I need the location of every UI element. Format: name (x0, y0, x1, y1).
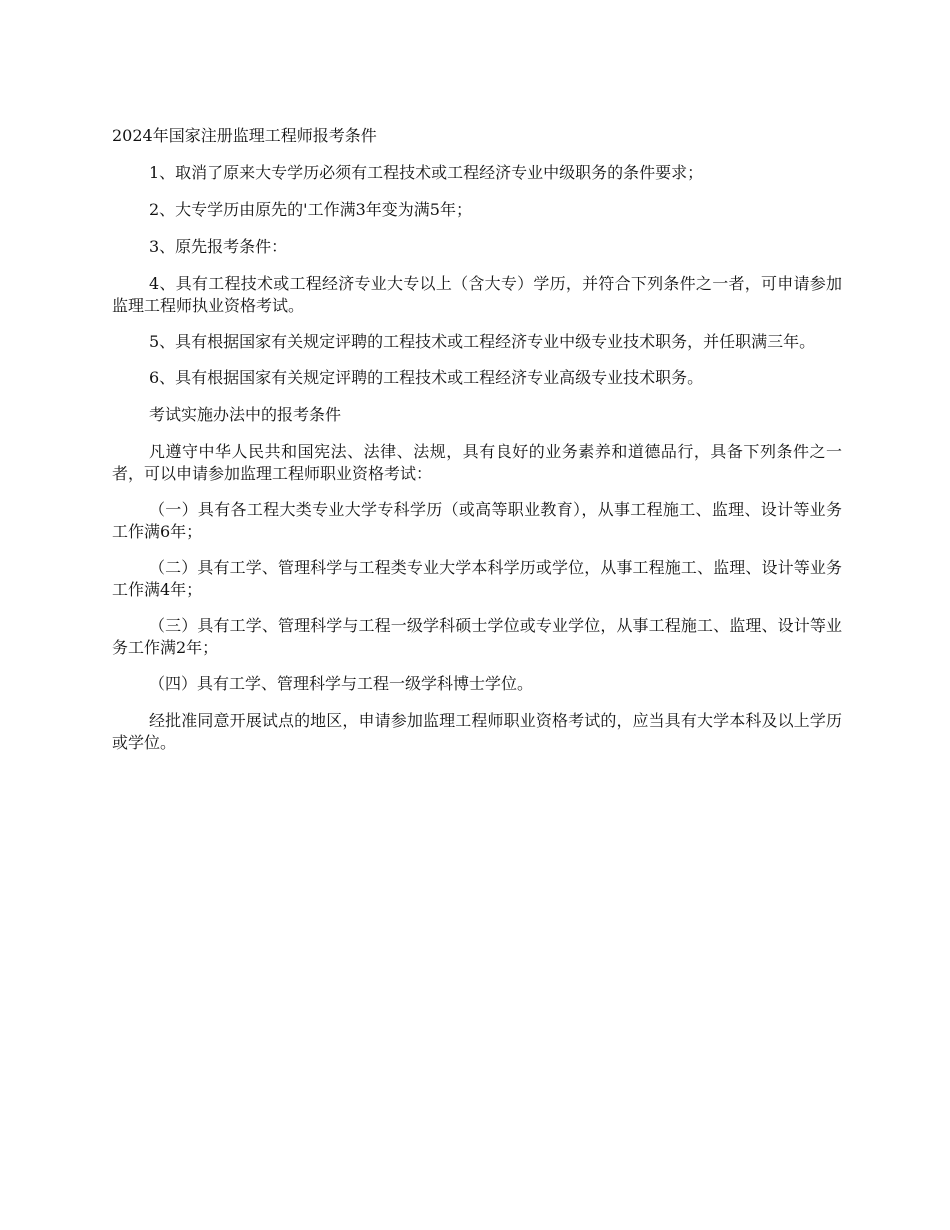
paragraph-1: 1、取消了原来大专学历必须有工程技术或工程经济专业中级职务的条件要求； (149, 163, 704, 182)
condition-item-4: （四）具有工学、管理科学与工程一级学科博士学位。 (149, 674, 534, 693)
paragraph-5: 5、具有根据国家有关规定评聘的工程技术或工程经济专业中级专业技术职务，并任职满三年。 (149, 332, 816, 351)
condition-item-1: （一）具有各工程大类专业大学专科学历（或高等职业教育），从事工程施工、监理、设计等业务工作满6年； (112, 500, 842, 541)
condition-item-2: （二）具有工学、管理科学与工程类专业大学本科学历或学位，从事工程施工、监理、设计等业务工作满4年； (112, 558, 842, 599)
paragraph-pilot-regions: 经批准同意开展试点的地区，申请参加监理工程师职业资格考试的，应当具有大学本科及以上学历或学位。 (112, 711, 842, 752)
document-page (112, 124, 842, 768)
condition-item-3: （三）具有工学、管理科学与工程一级学科硕士学位或专业学位，从事工程施工、监理、设计等业务工作满2年； (112, 616, 842, 657)
document-title: 2024年国家注册监理工程师报考条件 (112, 126, 377, 145)
paragraph-3: 3、原先报考条件： (149, 237, 288, 256)
paragraph-general-conditions: 凡遵守中华人民共和国宪法、法律、法规，具有良好的业务素养和道德品行，具备下列条件之一者，可以申请参加监理工程师职业资格考试： (112, 442, 842, 483)
section-heading-exam-rules: 考试实施办法中的报考条件 (149, 405, 342, 424)
paragraph-6: 6、具有根据国家有关规定评聘的工程技术或工程经济专业高级专业技术职务。 (149, 368, 704, 387)
paragraph-2: 2、大专学历由原先的'工作满3年变为满5年； (149, 200, 472, 219)
paragraph-4: 4、具有工程技术或工程经济专业大专以上（含大专）学历，并符合下列条件之一者，可申请参加监理工程师执业资格考试。 (112, 274, 842, 315)
